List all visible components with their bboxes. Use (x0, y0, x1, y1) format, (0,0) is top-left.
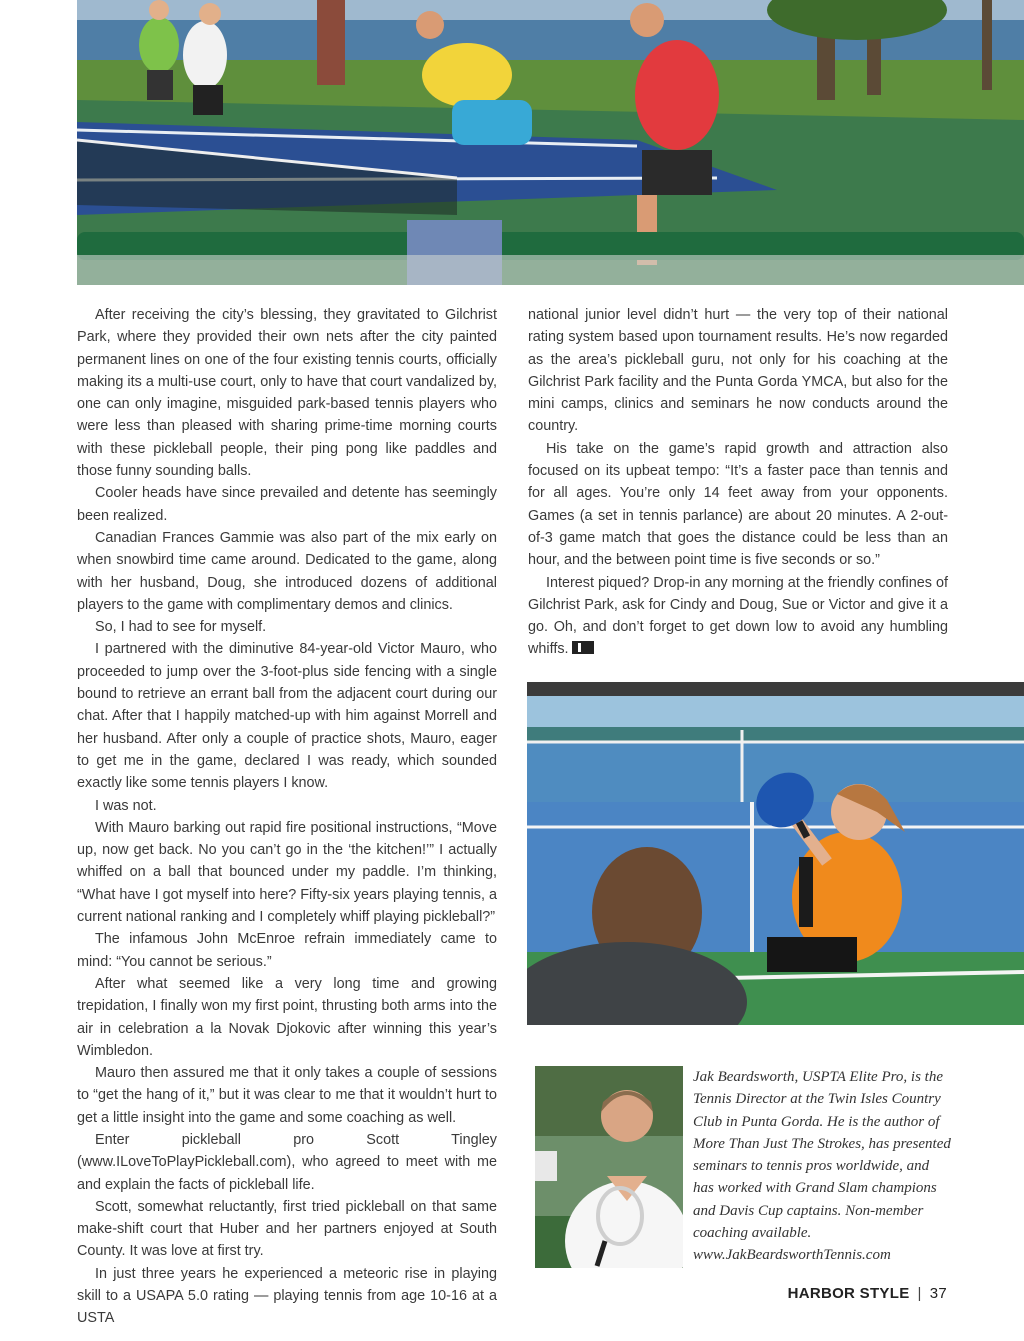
article-column-right (528, 304, 948, 661)
author-bio: Jak Beardsworth, USPTA Elite Pro, is the Tennis Director at the Twin Isles Country Club in Punta Gorda. He is the author of More Than Just The Strokes, has presented seminars to tennis pros worldwide, and has worked with Grand Slam champions and Davis Cup captains. Non-member coaching available. www.JakBeardsworthTennis.com (693, 1069, 951, 1264)
page-footer (788, 1285, 947, 1302)
paragraph: I was not. (95, 797, 157, 814)
paragraph-continuation: national junior level didn’t hurt — the very top of their national rating system based upon tournament results. He’s now regarded as the area’s pickleball guru, not only for his coaching at the Gilchrist Park facility and the Punta Gorda YMCA, but also for the mini camps, clinics and seminars he now conducts around the country. (528, 307, 948, 435)
paragraph: After what seemed like a very long time and growing trepidation, I finally won my first point, thrusting both arms into the air in celebration a la Novak Djokovic after winning this year’s Wimbledon. (77, 975, 497, 1059)
paragraph: The infamous John McEnroe refrain immediately came to mind: “You cannot be serious.” (77, 931, 497, 970)
author-headshot-photo (535, 1066, 683, 1268)
woman-hitting-pickleball-photo (527, 682, 1024, 1025)
paragraph: His take on the game’s rapid growth and attraction also focused on its upbeat tempo: “It’s a faster pace than tennis and for all ages. You’re only 14 feet away from your opponents. Games (a set in tennis parlance) are about 20 minutes. A 2-out-of-3 game match that goes the distance could be less than an hour, and the between point time is five seconds or so.” (528, 440, 948, 569)
paragraph: Canadian Frances Gammie was also part of the mix early on when snowbird time came around. Dedicated to the game, along with her husband, Doug, she introduced dozens of additional players to the game with complimentary demos and clinics. (77, 529, 497, 613)
closing-paragraph (528, 572, 948, 661)
paragraph: After receiving the city’s blessing, they gravitated to Gilchrist Park, where they provided their own nets after the city painted permanent lines on one of the four existing tennis courts, officially making its a multi-use court, only to have that court vandalized by, one can only imagine, misguided park-based tennis players who were less than pleased with sharing prime-time morning courts with these pickleball people, their ping pong like paddles and those funny sounding balls. (77, 307, 497, 480)
paragraph: Cooler heads have since prevailed and detente has seemingly been realized. (77, 485, 497, 524)
paragraph: In just three years he experienced a meteoric rise in playing skill to a USAPA 5.0 rating — playing tennis from age 10-16 at a USTA (77, 1265, 497, 1327)
paragraph: I partnered with the diminutive 84-year-old Victor Mauro, who proceeded to jump over the 3-foot-plus side fencing with a single bound to retrieve an errant ball from the adjacent court during our chat. After that I happily matched-up with him against Morrell and her husband. After only a couple of practice shots, Mauro, eager to get me in the game, declared I was ready, which sounded exactly like some tennis players I know. (77, 641, 497, 792)
paragraph: So, I had to see for myself. (95, 619, 267, 636)
magazine-name: HARBOR STYLE (787, 1285, 910, 1302)
page-number: 37 (929, 1285, 947, 1302)
closing-text: Interest piqued? Drop-in any morning at the friendly confines of Gilchrist Park, ask for Cindy and Doug, Sue or Victor and give it a go. Oh, and don’t forget to get down low to avoid any humbling whiffs. (528, 574, 948, 658)
folio-separator: | (917, 1285, 922, 1302)
end-mark-icon (572, 641, 594, 654)
paragraph: Scott, somewhat reluctantly, first tried pickleball on that same make-shift court that Huber and her partners enjoyed at South County. It was love at first try. (77, 1198, 497, 1260)
paragraph: With Mauro barking out rapid fire positional instructions, “Move up, now get back. No you can’t go in the ‘the kitchen!’” I actually whiffed on a ball that bounced under my paddle. I’m thinking, “What have I got myself into here? Fifty-six years playing tennis, a current national ranking and I completely whiff playing pickleball?” (77, 819, 497, 926)
article-column-left (77, 304, 497, 1330)
paragraph: Mauro then assured me that it only takes a couple of sessions to “get the hang of it,” but it was clear to me that it wouldn’t hurt to get a little insight into the game and some coaching as well. (77, 1065, 497, 1126)
pickleball-doubles-photo (77, 0, 1024, 285)
paragraph: Enter pickleball pro Scott Tingley (www.ILoveToPlayPickleball.com), who agreed to meet with me and explain the facts of pickleball life. (77, 1131, 497, 1193)
